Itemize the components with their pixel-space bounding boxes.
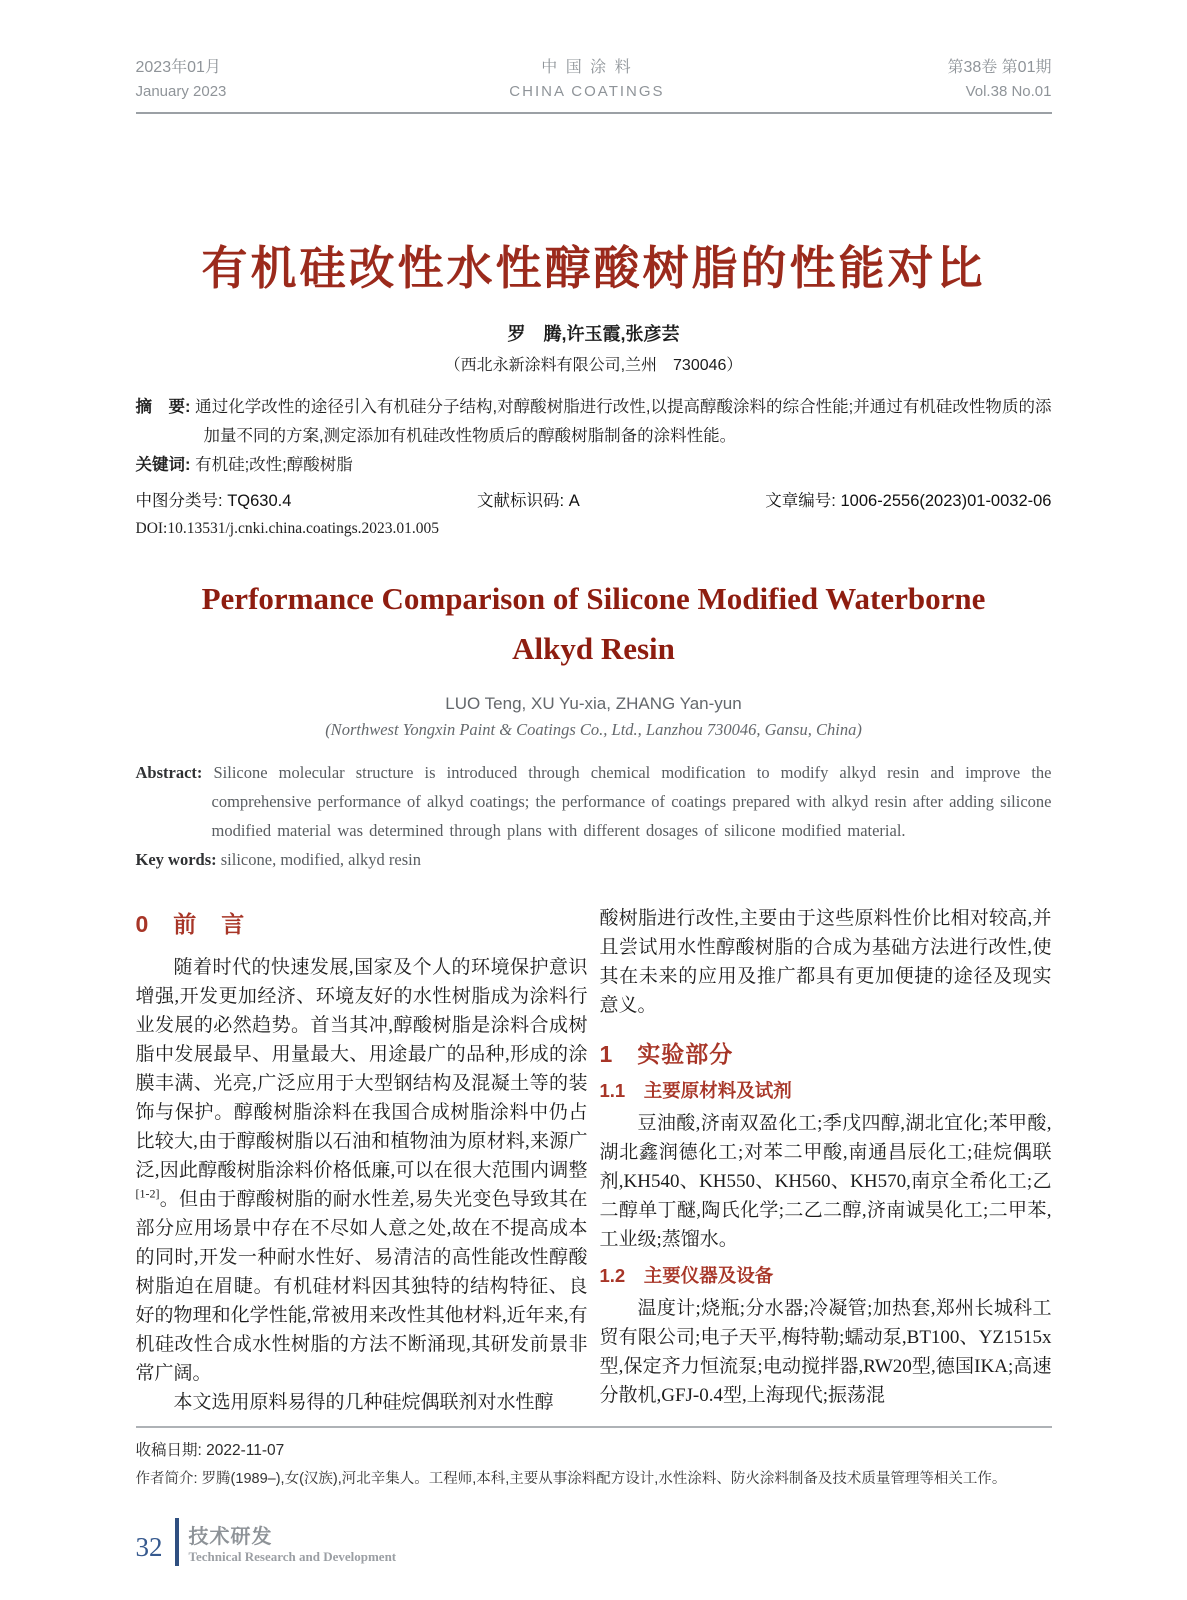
article-id-label: 文章编号: — [765, 492, 836, 510]
footer-column-zh: 技术研发 — [188, 1525, 273, 1548]
footer-column-name — [189, 1520, 397, 1565]
article-id-value: 1006-2556(2023)01-0032-06 — [840, 492, 1052, 510]
article-title-zh: 有机硅改性水性醇酸树脂的性能对比 — [201, 242, 986, 294]
keywords-zh-label: 关键词: — [135, 456, 191, 474]
article-body — [136, 904, 1052, 1426]
article-title-en — [136, 574, 1052, 674]
affiliation-en: (Northwest Yongxin Paint & Coatings Co., Ltd., Lanzhou 730046, Gansu, China) — [325, 720, 862, 739]
section-1-2-heading: 1.2 主要仪器及设备 — [599, 1265, 774, 1286]
article-id — [765, 488, 1051, 514]
intro-paragraph-2-continued: 酸树脂进行改性,主要由于这些原料性价比相对较高,并且尝试用水性醇酸树脂的合成为基础方法进行改性,使其在未来的应用及推广都具有更加便捷的途径及现实意义。 — [599, 908, 1052, 1016]
journal-name-en: CHINA COATINGS — [509, 83, 665, 100]
keywords-zh — [136, 451, 1052, 480]
header-issue-date — [136, 56, 227, 104]
footnote-divider — [136, 1426, 1052, 1428]
authors-zh: 罗 腾,许玉霞,张彦芸 — [507, 324, 680, 344]
keywords-zh-text: 有机硅;改性;醇酸树脂 — [195, 456, 353, 474]
header-journal-name — [509, 56, 664, 104]
header-volume-info — [947, 56, 1051, 104]
abstract-zh-text: 通过化学改性的途径引入有机硅分子结构,对醇酸树脂进行改性,以提高醇酸涂料的综合性能;并通过有机硅改性物质的添加量不同的方案,测定添加有机硅改性物质后的醇酸树脂制备的涂料性能。 — [195, 398, 1052, 445]
document-code — [477, 488, 580, 514]
doc-code-value: A — [568, 492, 580, 510]
clc-label: 中图分类号: — [135, 492, 223, 510]
affiliation-zh: （西北永新涂料有限公司,兰州 730046） — [444, 357, 743, 374]
volume-info-zh: 第38卷 第01期 — [947, 59, 1052, 76]
title-en-line1: Performance Comparison of Silicone Modified Waterborne — [201, 581, 986, 616]
journal-name-zh: 中 国 涂 料 — [541, 59, 633, 76]
author-bio-text: 罗腾(1989–),女(汉族),河北辛集人。工程师,本科,主要从事涂料配方设计,水性涂料、防火涂料制备及技术质量管理等相关工作。 — [201, 1471, 1007, 1487]
keywords-en-label: Key words: — [135, 850, 217, 869]
abstract-zh — [136, 393, 1052, 451]
section-1-2-text: 温度计;烧瓶;分水器;冷凝管;加热套,郑州长城科工贸有限公司;电子天平,梅特勒;蠕动泵,BT100、YZ1515x型,保定齐力恒流泵;电动搅拌器,RW20型,德国IKA;高速分散机,GFJ-0.4型,上海现代;振荡混 — [599, 1298, 1052, 1406]
footer-column-en: Technical Research and Development — [188, 1548, 397, 1564]
intro-paragraph-2: 本文选用原料易得的几种硅烷偶联剂对水性醇 — [173, 1392, 554, 1413]
doc-code-label: 文献标识码: — [477, 492, 565, 510]
footer-divider-bar — [175, 1518, 179, 1566]
body-column-left — [136, 904, 588, 1426]
author-bio-note — [136, 1466, 1052, 1492]
intro-paragraph-1 — [136, 953, 588, 1388]
section-1-1-text: 豆油酸,济南双盈化工;季戊四醇,湖北宜化;苯甲酸,湖北鑫润德化工;对苯二甲酸,南通昌辰化工;硅烷偶联剂,KH540、KH550、KH560、KH570,南京全希化工;乙二醇单丁醚,陶氏化学;二乙二醇,济南诚昊化工;二甲苯,工业级;蒸馏水。 — [599, 1113, 1052, 1250]
journal-header — [136, 0, 1052, 104]
keywords-en — [136, 845, 1052, 874]
doi: DOI:10.13531/j.cnki.china.coatings.2023.01.005 — [135, 520, 439, 537]
page-footer — [136, 1518, 1052, 1566]
received-date-note — [136, 1438, 1052, 1464]
section-0-heading: 0 前 言 — [135, 911, 246, 937]
received-date-value: 2022-11-07 — [206, 1442, 285, 1459]
keywords-en-text: silicone, modified, alkyd resin — [220, 850, 421, 869]
intro-p1-part2: 。但由于醇酸树脂的耐水性差,易失光变色导致其在部分应用场景中存在不尽如人意之处,故在不提高成本的同时,开发一种耐水性好、易清洁的高性能改性醇酸树脂迫在眉睫。有机硅材料因其独特的结构特征、良好的物理和化学性能,常被用来改性其他材料,近年来,有机硅改性合成水性树脂的方法不断涌现,其研发前景非常广阔。 — [135, 1189, 588, 1384]
authors-en: LUO Teng, XU Yu-xia, ZHANG Yan-yun — [445, 694, 742, 713]
meta-row — [136, 488, 1052, 514]
received-date-label: 收稿日期: — [135, 1442, 202, 1459]
volume-info-en: Vol.38 No.01 — [965, 83, 1052, 100]
abstract-en — [136, 758, 1052, 845]
issue-date-en: January 2023 — [135, 83, 227, 100]
body-column-right — [600, 904, 1052, 1426]
abstract-en-text: Silicone molecular structure is introduced through chemical modification to modify alkyd resin and improve the comprehensive performance of alkyd coatings; the performance of coatings prepared with alkyd resin after adding silicone modified material was determined through plans with different dosages of silicone modified material. — [211, 763, 1052, 840]
abstract-zh-label: 摘 要: — [135, 398, 191, 416]
section-1-heading: 1 实验部分 — [599, 1041, 734, 1067]
intro-p1-part1: 随着时代的快速发展,国家及个人的环境保护意识增强,开发更加经济、环境友好的水性树脂成为涂料行业发展的必然趋势。首当其冲,醇酸树脂是涂料合成树脂中发展最早、用量最大、用途最广的品种,形成的涂膜丰满、光亮,广泛应用于大型钢结构及混凝土等的装饰与保护。醇酸树脂涂料在我国合成树脂涂料中仍占比较大,由于醇酸树脂以石油和植物油为原材料,来源广泛,因此醇酸树脂涂料价格低廉,可以在很大范围内调整 — [135, 957, 588, 1181]
clc-number — [136, 488, 292, 514]
abstract-en-label: Abstract: — [135, 763, 203, 782]
issue-date-zh: 2023年01月 — [135, 59, 221, 76]
page-number: 32 — [135, 1531, 163, 1562]
section-1-1-heading: 1.1 主要原材料及试剂 — [599, 1080, 792, 1101]
clc-value: TQ630.4 — [227, 492, 292, 510]
author-bio-label: 作者简介: — [135, 1471, 198, 1487]
title-en-line2: Alkyd Resin — [512, 631, 675, 666]
reference-superscript: [1-2] — [135, 1186, 160, 1201]
header-divider — [136, 112, 1052, 114]
